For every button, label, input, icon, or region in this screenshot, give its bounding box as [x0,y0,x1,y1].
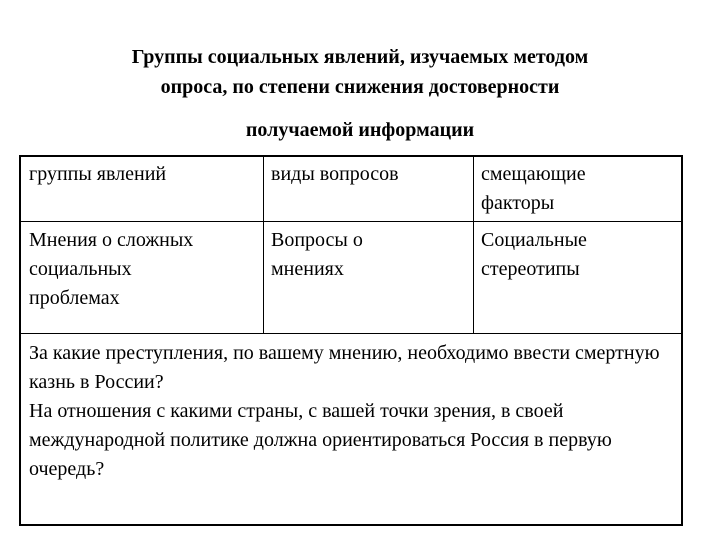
slide-title [60,42,660,102]
title-line-1: Группы социальных явлений, изучаемых методом [131,46,589,68]
row-cell-question-type: Вопросы о мнениях [271,229,363,280]
row-cell-phenomena: Мнения о сложных социальных проблемах [29,229,194,309]
row-cell-biasing-factor: Социальные стереотипы [481,229,587,280]
column-divider-2 [473,156,474,333]
column-divider-1 [263,156,264,333]
row-divider-header [20,221,682,222]
header-cell-phenomena-groups: группы явлений [29,163,167,185]
header-cell-question-types: виды вопросов [271,163,399,185]
title-line-3: получаемой информации [245,119,475,141]
row-divider-body [20,333,682,334]
title-line-2: опроса, по степени снижения достоверности [160,76,560,98]
example-questions [29,339,679,484]
header-cell-biasing-factors: смещающие факторы [481,163,586,214]
example-question-2: На отношения с какими страны, с вашей точки зрения, в своей международной политике должна ориентироваться Россия в первую очередь? [29,400,612,480]
example-question-1: За какие преступления, по вашему мнению, необходимо ввести смертную казнь в России? [29,342,660,393]
